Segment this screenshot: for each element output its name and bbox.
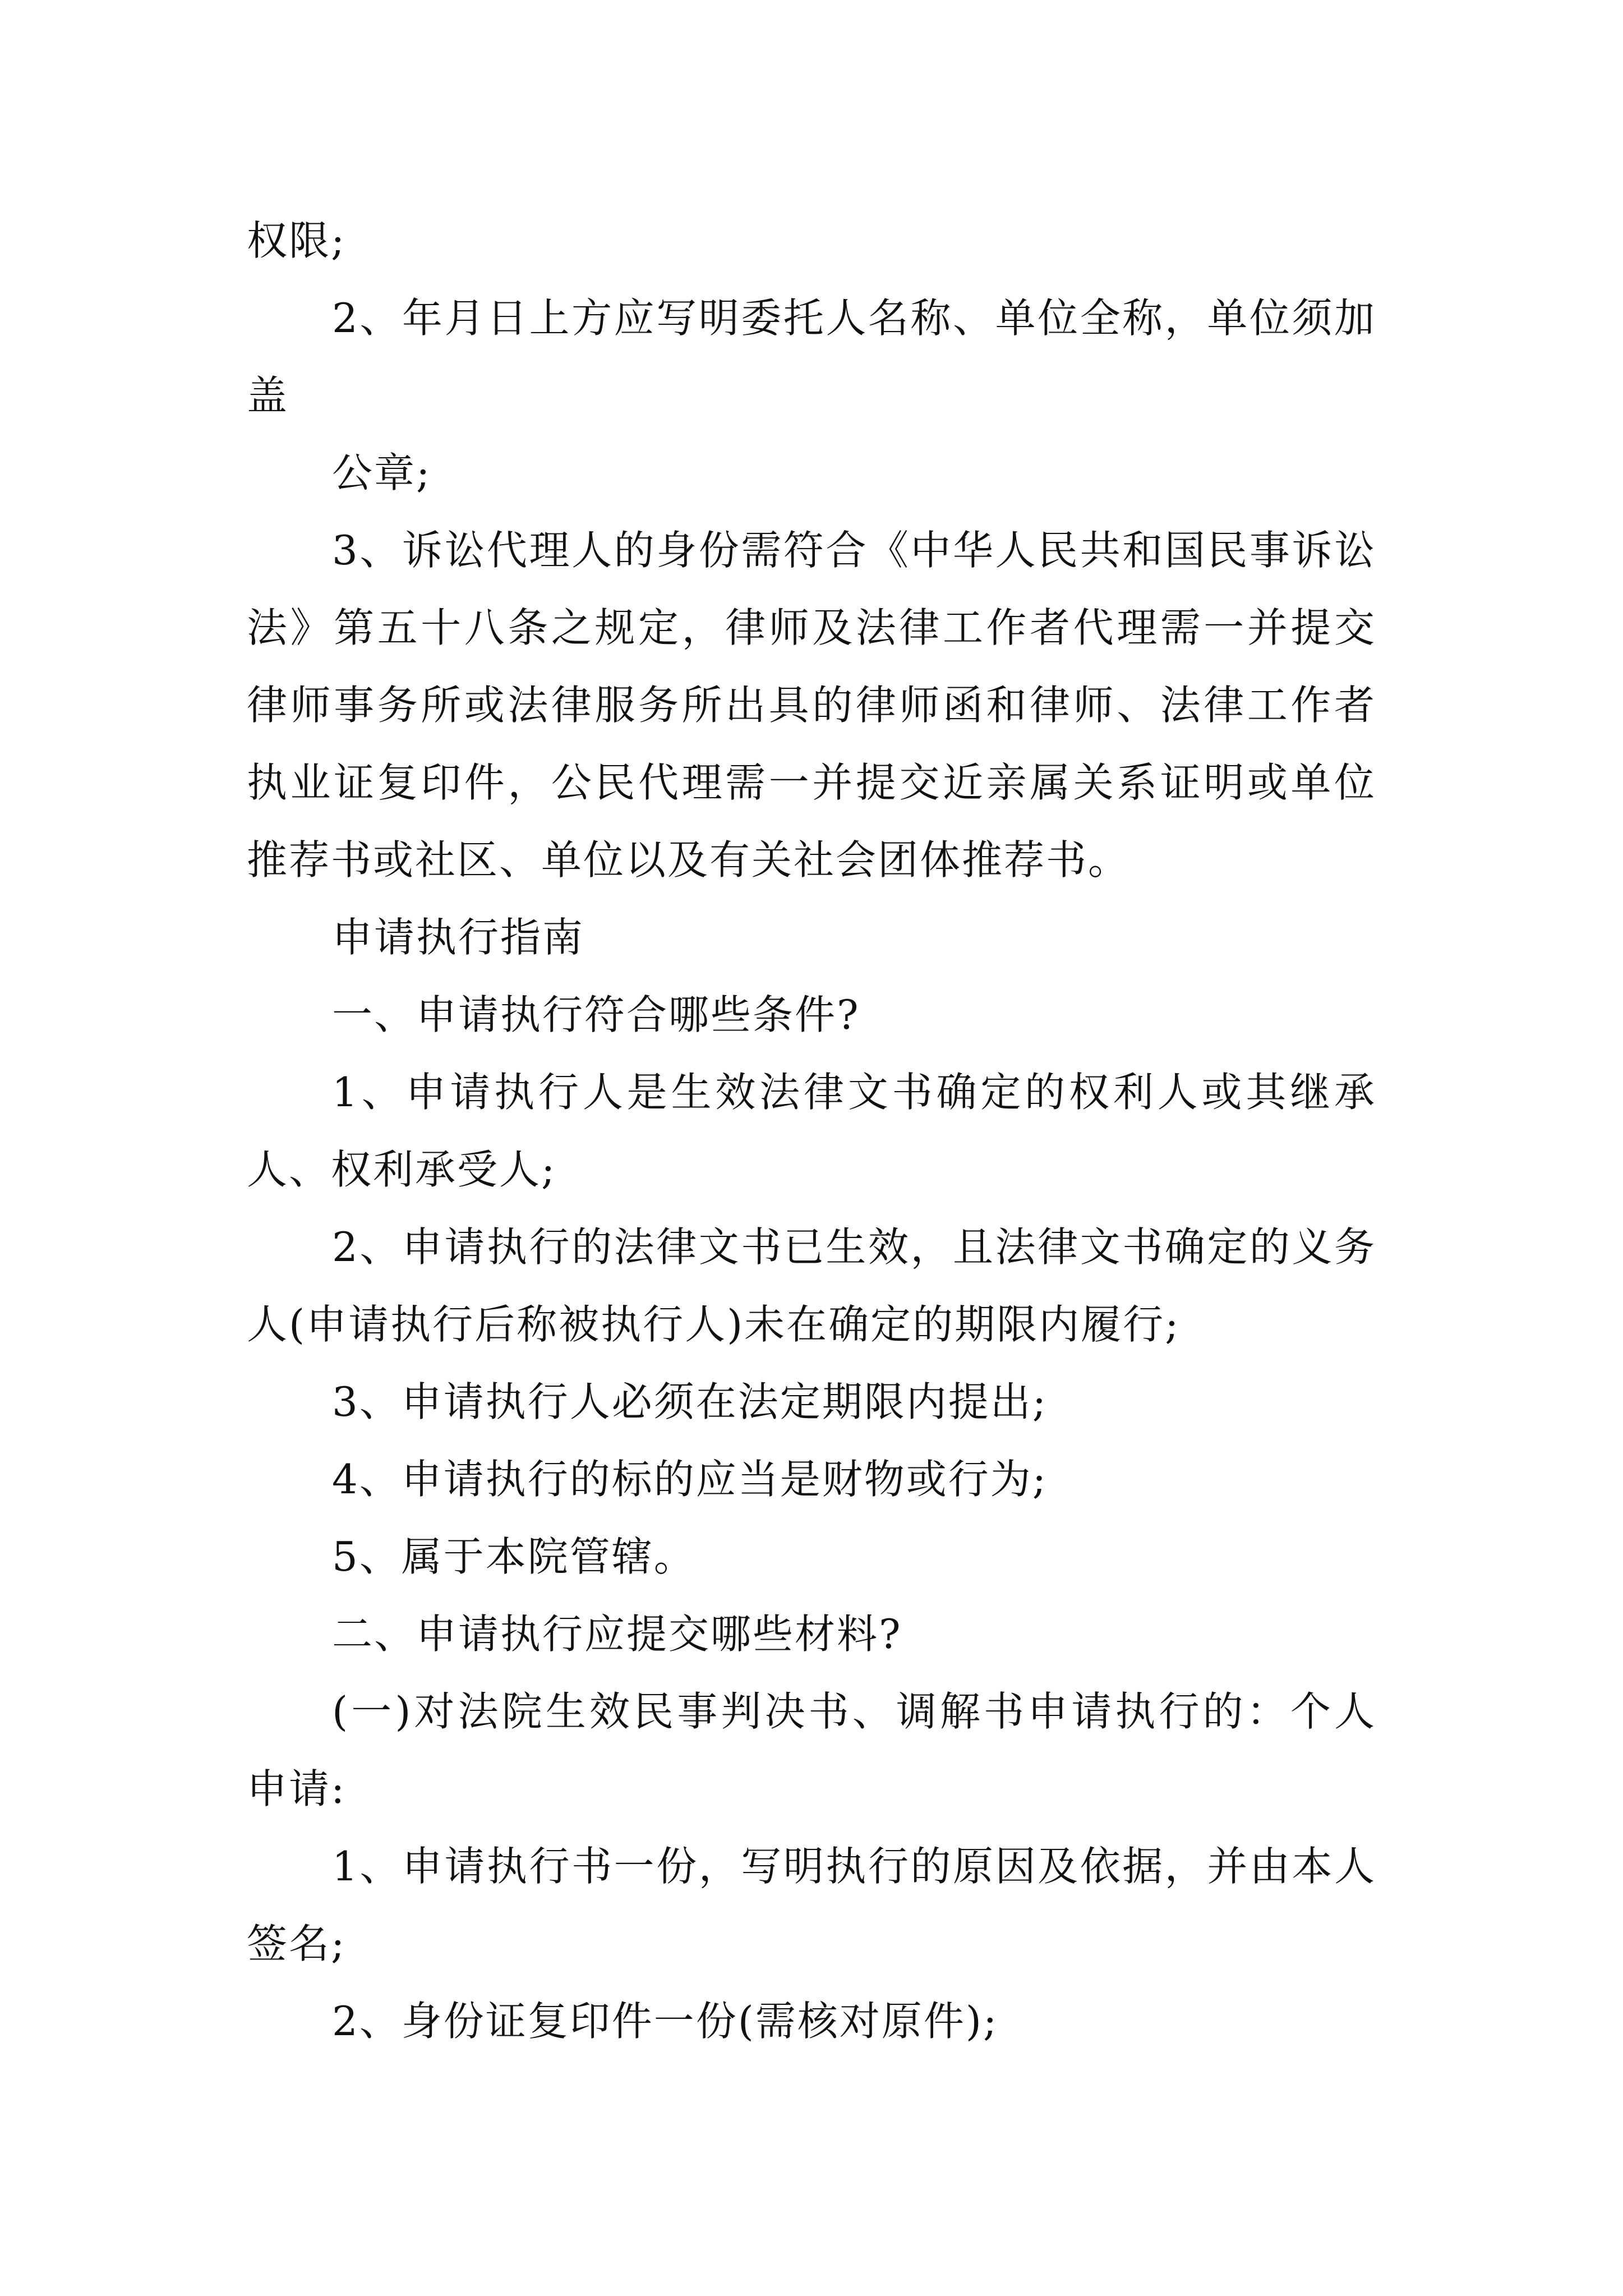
- paragraph-authority-continued: 权限;: [247, 217, 347, 264]
- paragraph-note-2: 2、年月日上方应写明委托人名称、单位全称，单位须加盖: [247, 295, 1376, 419]
- condition-item-4: 4、申请执行的标的应当是财物或行为;: [332, 1456, 1048, 1503]
- condition-item-3: 3、申请执行人必须在法定期限内提出;: [332, 1378, 1048, 1425]
- document-body: [247, 202, 1376, 2060]
- condition-item-2: 2、申请执行的法律文书已生效，且法律文书确定的义务人(申请执行后称被执行人)未在确定的期限内履行;: [247, 1223, 1376, 1348]
- condition-item-5: 5、属于本院管辖。: [332, 1533, 696, 1580]
- condition-item-1: 1、申请执行人是生效法律文书确定的权利人或其继承人、权利承受人;: [247, 1069, 1376, 1193]
- paragraph-seal: 公章;: [332, 449, 432, 496]
- materials-subsection-1: (一)对法院生效民事判决书、调解书申请执行的：个人申请:: [247, 1688, 1376, 1812]
- materials-item-1: 1、申请执行书一份，写明执行的原因及依据，并由本人签名;: [247, 1843, 1376, 1967]
- materials-item-2: 2、身份证复印件一份(需核对原件);: [332, 1998, 999, 2045]
- section-title-enforcement-guide: 申请执行指南: [332, 914, 585, 961]
- section-heading-conditions: 一、申请执行符合哪些条件?: [332, 991, 860, 1038]
- paragraph-note-3: 3、诉讼代理人的身份需符合《中华人民共和国民事诉讼法》第五十八条之规定，律师及法律工作者代理需一并提交律师事务所或法律服务所出具的律师函和律师、法律工作者执业证复印件，公民代理需一并提交近亲属关系证明或单位推荐书或社区、单位以及有关社会团体推荐书。: [247, 527, 1376, 884]
- section-heading-materials: 二、申请执行应提交哪些材料?: [332, 1611, 902, 1658]
